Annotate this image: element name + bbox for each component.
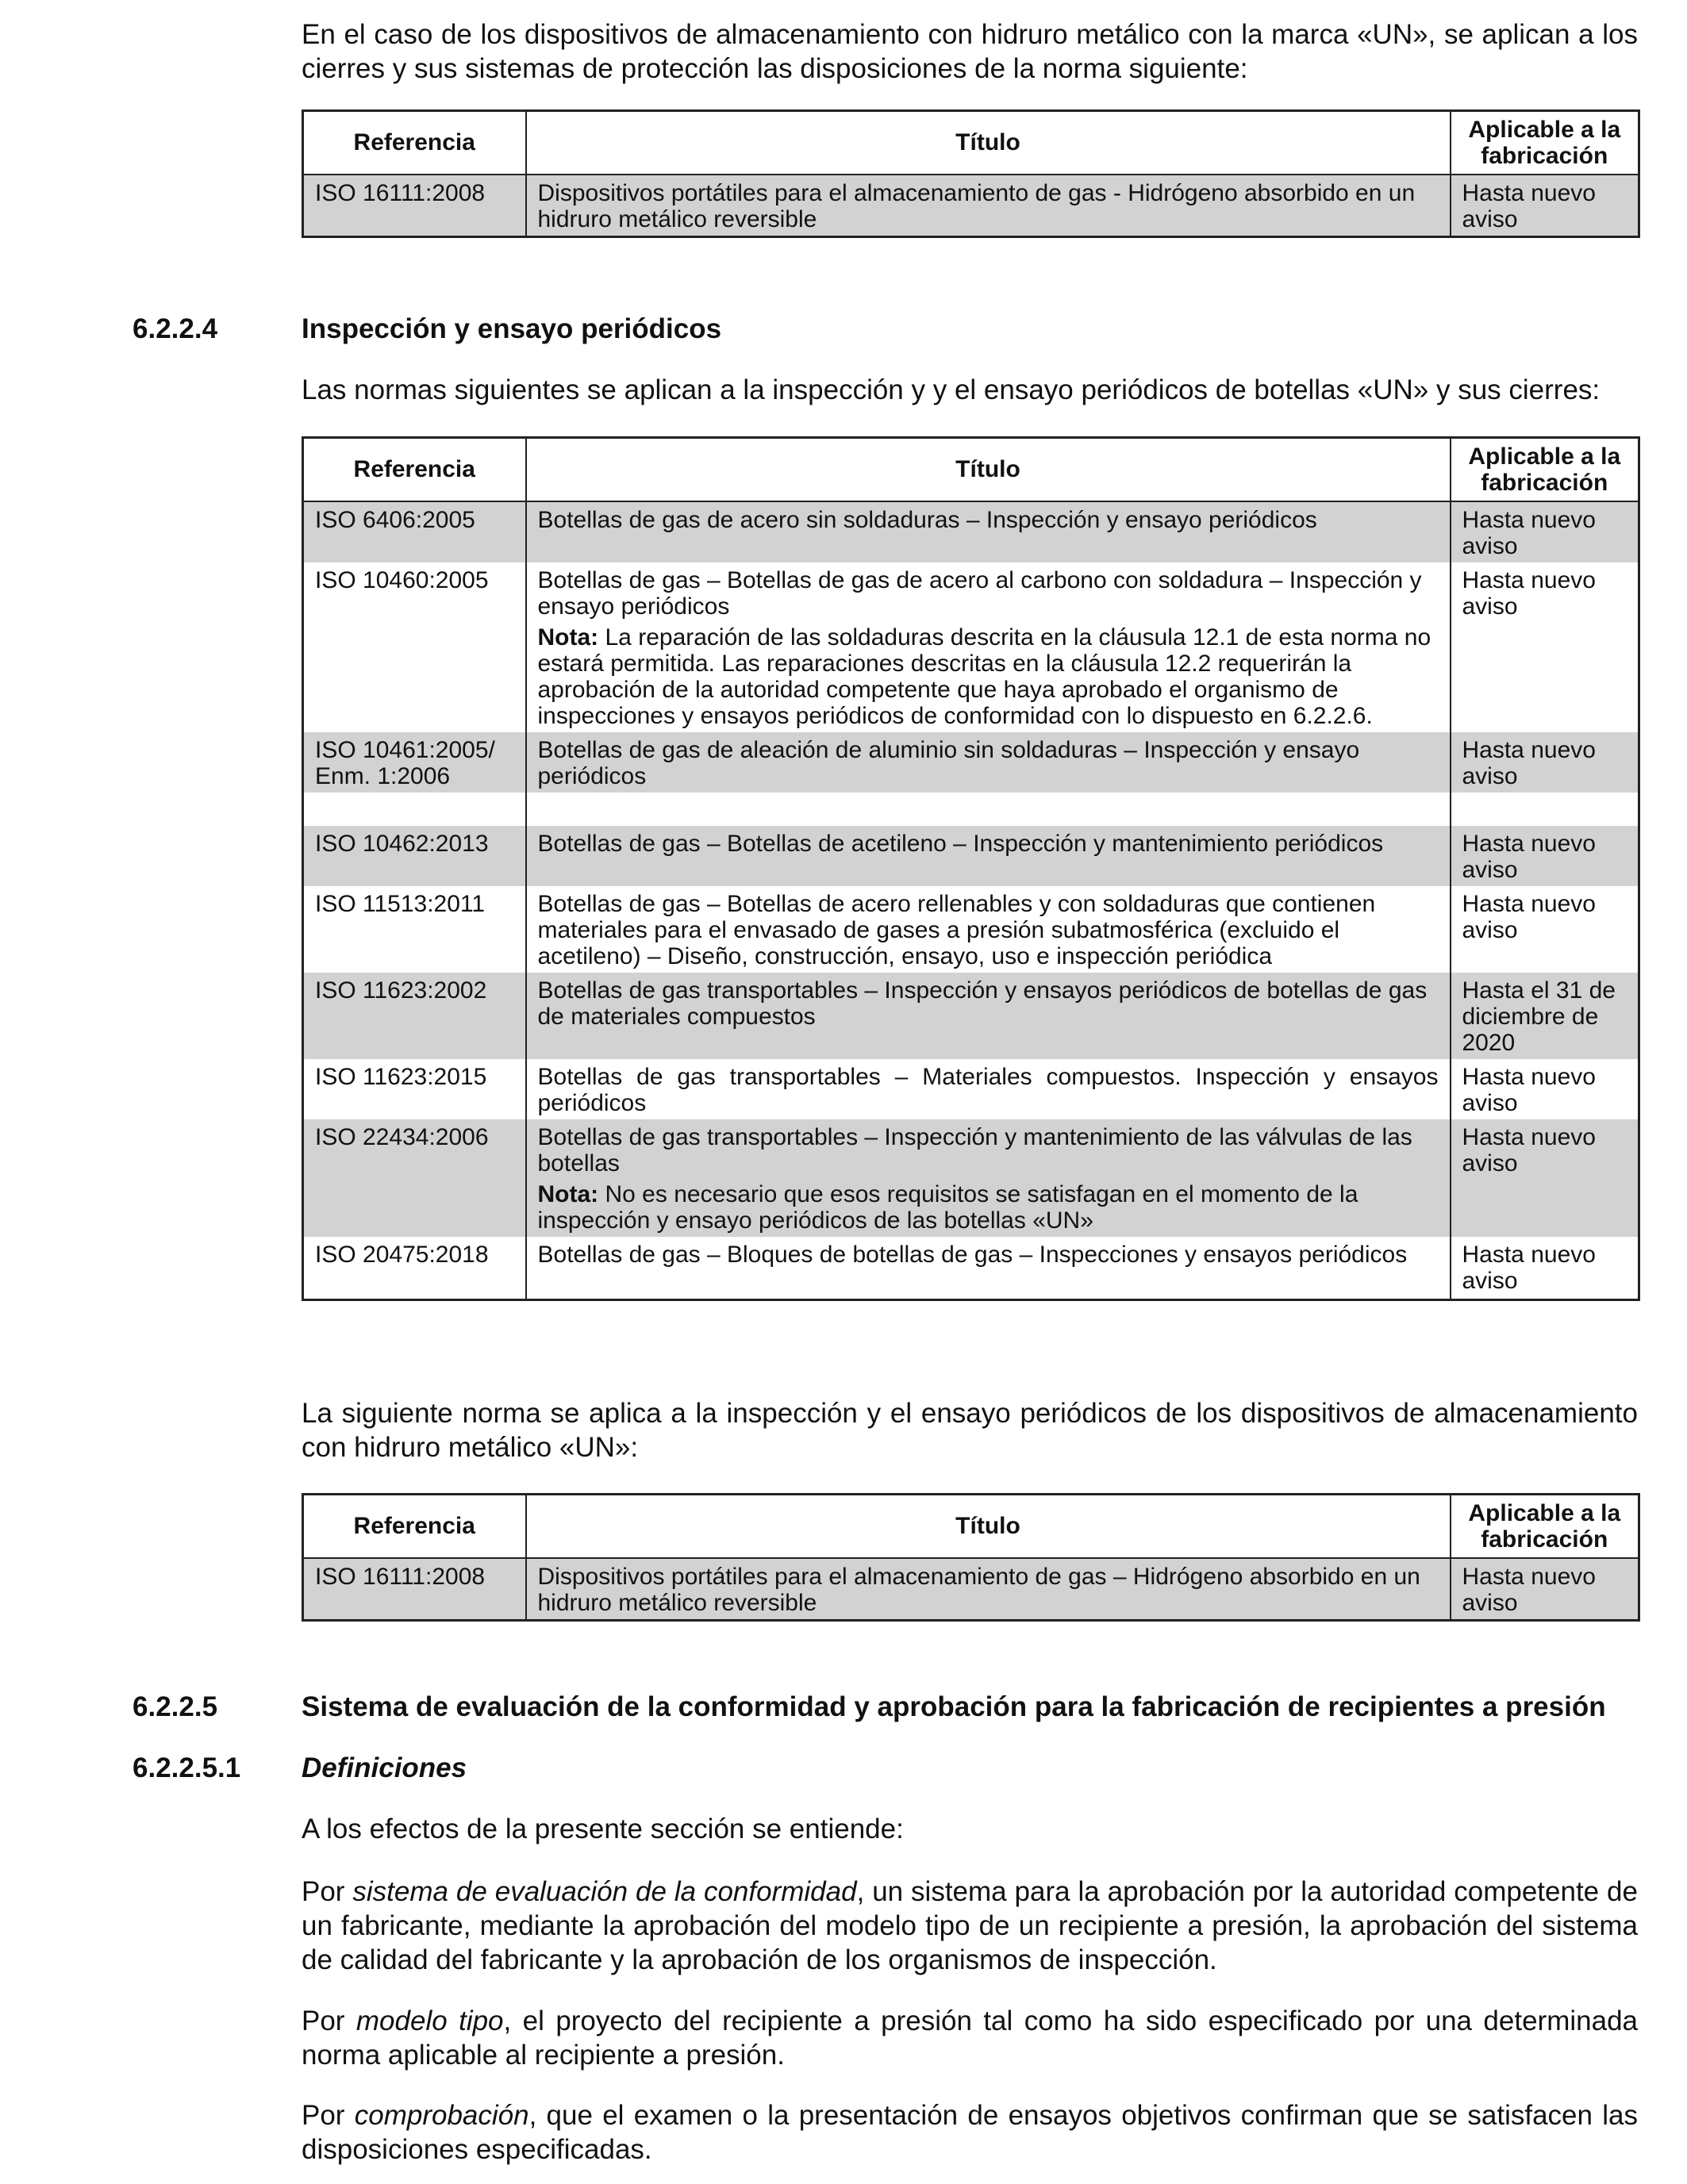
cell-title: Botellas de gas – Botellas de acetileno – Inspección y mantenimiento periódicos bbox=[526, 826, 1451, 886]
cell-applicable: Hasta nuevo aviso bbox=[1451, 1119, 1639, 1237]
cell-ref: ISO 11513:2011 bbox=[303, 886, 526, 973]
header-titulo: Título bbox=[526, 111, 1451, 175]
cell-ref: ISO 6406:2005 bbox=[303, 501, 526, 562]
cell-ref: ISO 16111:2008 bbox=[303, 1558, 526, 1621]
intro-paragraph: En el caso de los dispositivos de almacenamiento con hidruro metálico con la marca «UN», se aplican a los cierres y sus sistemas de protección las disposiciones de la norma siguiente: bbox=[302, 19, 1638, 84]
definition-term: comprobación bbox=[354, 2100, 529, 2131]
cell-title: Botellas de gas – Botellas de acero rellenables y con soldaduras que contienen materiales para el envasado de gases a presión subatmosférica (excluido el acetileno) – Diseño, construcción, ensayo, uso e inspección periódica bbox=[526, 886, 1451, 973]
table-row bbox=[303, 886, 1639, 973]
cell-applicable: Hasta nuevo aviso bbox=[1451, 1558, 1639, 1621]
cell-ref: ISO 16111:2008 bbox=[303, 175, 526, 237]
table-row bbox=[303, 1558, 1639, 1621]
table-row bbox=[303, 175, 1639, 237]
paragraph-hydride: La siguiente norma se aplica a la inspección y el ensayo periódicos de los dispositivos de almacenamiento con hidruro metálico «UN»: bbox=[302, 1398, 1638, 1463]
cell-ref: ISO 10462:2013 bbox=[303, 826, 526, 886]
cell-ref: ISO 22434:2006 bbox=[303, 1119, 526, 1237]
definition-paragraph bbox=[302, 1875, 1638, 1977]
cell-title: Botellas de gas de aleación de aluminio sin soldaduras – Inspección y ensayo periódicos bbox=[526, 732, 1451, 793]
cell-applicable: Hasta nuevo aviso bbox=[1451, 501, 1639, 562]
definition-paragraph bbox=[302, 2004, 1638, 2072]
note-label: Nota: bbox=[537, 624, 599, 651]
section-title: Sistema de evaluación de la conformidad y aprobación para la fabricación de recipientes a presión bbox=[302, 1691, 1606, 1722]
header-titulo: Título bbox=[526, 438, 1451, 501]
table-row bbox=[303, 1237, 1639, 1300]
header-titulo: Título bbox=[526, 1495, 1451, 1558]
definition-term: modelo tipo bbox=[355, 2006, 504, 2036]
cell-applicable: Hasta nuevo aviso bbox=[1451, 826, 1639, 886]
note bbox=[538, 624, 1439, 729]
table-spacer-row bbox=[303, 793, 1639, 826]
definition-prefix: Por bbox=[302, 2006, 345, 2036]
table-hydride-inspection bbox=[302, 1493, 1640, 1622]
cell-title: Dispositivos portátiles para el almacenamiento de gas - Hidrógeno absorbido en un hidruro metálico reversible bbox=[526, 175, 1451, 237]
cell-title bbox=[526, 562, 1451, 732]
cell-applicable: Hasta el 31 de diciembre de 2020 bbox=[1451, 973, 1639, 1059]
definition-prefix: Por bbox=[302, 1876, 345, 1907]
cell-title bbox=[526, 1119, 1451, 1237]
cell-title: Botellas de gas transportables – Inspección y ensayos periódicos de botellas de gas de materiales compuestos bbox=[526, 973, 1451, 1059]
cell-title: Dispositivos portátiles para el almacenamiento de gas – Hidrógeno absorbido en un hidruro metálico reversible bbox=[526, 1558, 1451, 1621]
cell-ref: ISO 20475:2018 bbox=[303, 1237, 526, 1300]
header-aplicable: Aplicable a la fabricación bbox=[1451, 111, 1639, 175]
header-referencia: Referencia bbox=[303, 111, 526, 175]
note-text: La reparación de las soldaduras descrita en la cláusula 12.1 de esta norma no estará permitida. Las reparaciones descritas en la cláusula 12.2 requerirán la aprobación de la autoridad competente que haya aprobado el organismo de inspecciones y ensayos periódicos de conformidad con lo dispuesto en 6.2.2.6. bbox=[537, 624, 1431, 729]
note-text: No es necesario que esos requisitos se satisfagan en el momento de la inspección y ensayo periódicos de las botellas «UN» bbox=[537, 1180, 1358, 1234]
table-hydride-closures bbox=[302, 109, 1640, 238]
definition-text: , un sistema para la aprobación por la autoridad competente de un fabricante, mediante la aprobación del modelo tipo de un recipiente a presión, la aprobación del sistema de calidad del fabricante y la aprobación de los organismos de inspección. bbox=[302, 1876, 1638, 1975]
definitions-intro: A los efectos de la presente sección se entiende: bbox=[302, 1814, 904, 1844]
section-number: 6.2.2.4 bbox=[133, 313, 218, 344]
header-referencia: Referencia bbox=[303, 1495, 526, 1558]
table-row bbox=[303, 501, 1639, 562]
title-text: Botellas de gas transportables – Inspección y mantenimiento de las válvulas de las botellas bbox=[537, 1123, 1412, 1176]
definition-text: , el proyecto del recipiente a presión tal como ha sido especificado por una determinada norma aplicable al recipiente a presión. bbox=[302, 2006, 1639, 2071]
header-aplicable: Aplicable a la fabricación bbox=[1451, 438, 1639, 501]
table-row bbox=[303, 732, 1639, 793]
cell-applicable: Hasta nuevo aviso bbox=[1451, 562, 1639, 732]
table-row bbox=[303, 826, 1639, 886]
note-label: Nota: bbox=[537, 1180, 599, 1207]
table-row bbox=[303, 1059, 1639, 1119]
section-number: 6.2.2.5 bbox=[133, 1691, 218, 1722]
cell-ref: ISO 10460:2005 bbox=[303, 562, 526, 732]
table-row bbox=[303, 1119, 1639, 1237]
table-periodic-inspection bbox=[302, 436, 1640, 1301]
cell-applicable: Hasta nuevo aviso bbox=[1451, 1237, 1639, 1300]
cell-ref: ISO 11623:2015 bbox=[303, 1059, 526, 1119]
title-text: Botellas de gas – Botellas de gas de acero al carbono con soldadura – Inspección y ensayo periódicos bbox=[537, 566, 1422, 620]
cell-applicable: Hasta nuevo aviso bbox=[1451, 732, 1639, 793]
section-number: 6.2.2.5.1 bbox=[133, 1752, 241, 1783]
section-title: Inspección y ensayo periódicos bbox=[302, 313, 722, 344]
cell-applicable: Hasta nuevo aviso bbox=[1451, 886, 1639, 973]
definition-term: sistema de evaluación de la conformidad bbox=[352, 1876, 857, 1907]
cell-applicable: Hasta nuevo aviso bbox=[1451, 175, 1639, 237]
definition-prefix: Por bbox=[302, 2100, 345, 2131]
table-row bbox=[303, 973, 1639, 1059]
header-aplicable: Aplicable a la fabricación bbox=[1451, 1495, 1639, 1558]
cell-title: Botellas de gas de acero sin soldaduras – Inspección y ensayo periódicos bbox=[526, 501, 1451, 562]
cell-title: Botellas de gas transportables – Materiales compuestos. Inspección y ensayos periódicos bbox=[526, 1059, 1451, 1119]
section-title: Definiciones bbox=[302, 1752, 467, 1783]
cell-ref: ISO 10461:2005/ Enm. 1:2006 bbox=[303, 732, 526, 793]
table-row bbox=[303, 562, 1639, 732]
cell-ref: ISO 11623:2002 bbox=[303, 973, 526, 1059]
header-referencia: Referencia bbox=[303, 438, 526, 501]
cell-title: Botellas de gas – Bloques de botellas de gas – Inspecciones y ensayos periódicos bbox=[526, 1237, 1451, 1300]
definition-paragraph bbox=[302, 2098, 1638, 2167]
paragraph-6224: Las normas siguientes se aplican a la inspección y y el ensayo periódicos de botellas «UN» y sus cierres: bbox=[302, 374, 1601, 405]
cell-applicable: Hasta nuevo aviso bbox=[1451, 1059, 1639, 1119]
note bbox=[538, 1181, 1439, 1234]
definition-text: , que el examen o la presentación de ensayos objetivos confirman que se satisfacen las disposiciones especificadas. bbox=[302, 2100, 1638, 2165]
